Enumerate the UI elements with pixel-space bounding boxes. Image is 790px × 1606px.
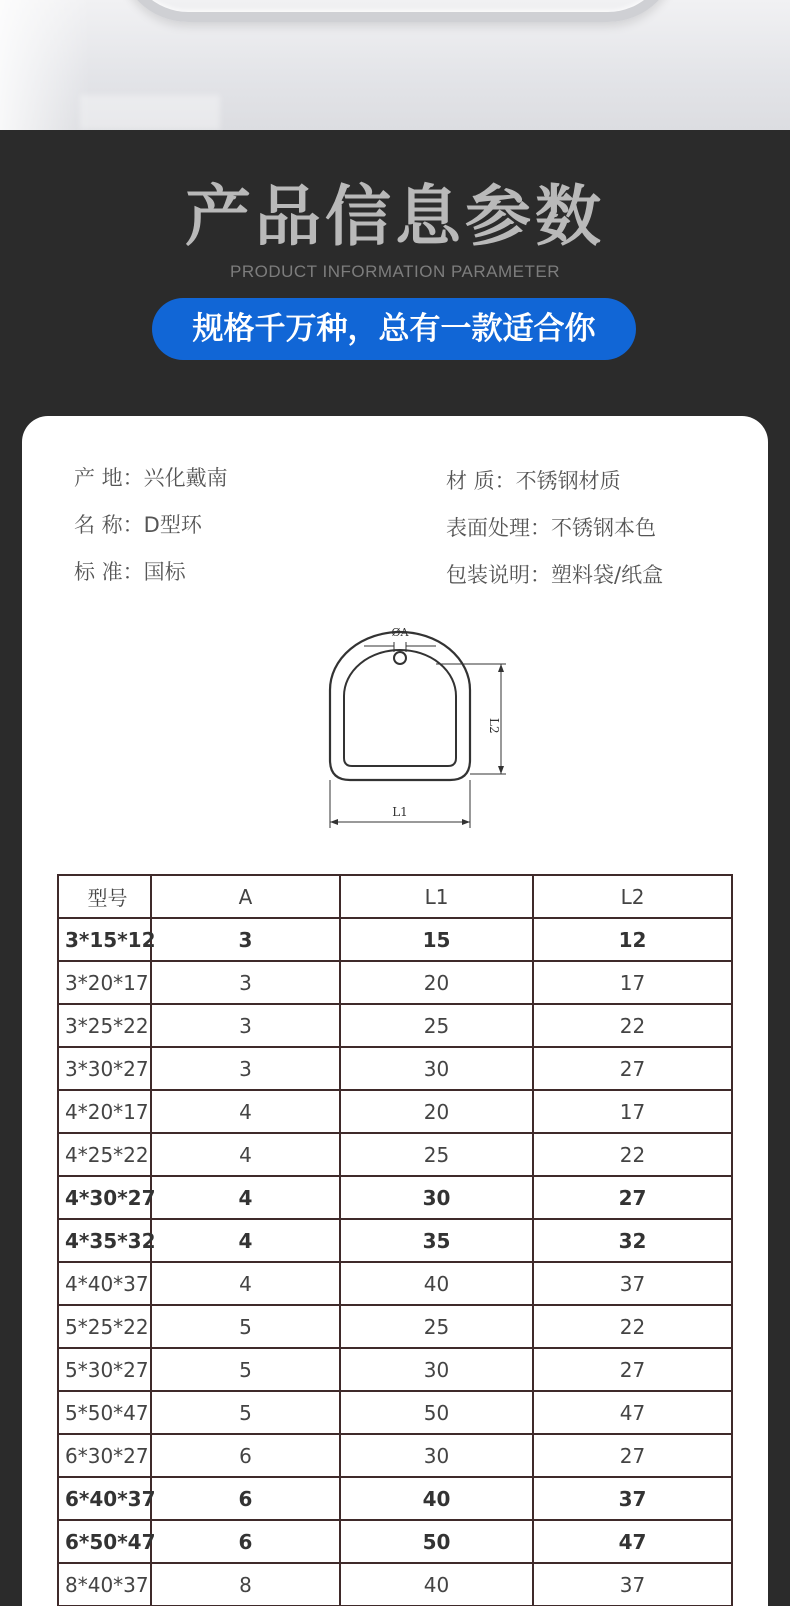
cell-l1: 35 — [340, 1219, 533, 1262]
table-header-row — [58, 875, 732, 918]
info-name: 名 称：D型环 — [74, 513, 202, 537]
table-row — [58, 918, 732, 961]
cell-model: 4*35*32 — [58, 1219, 151, 1262]
slogan-banner: 规格千万种，总有一款适合你 — [152, 298, 636, 360]
cell-l2: 47 — [533, 1520, 732, 1563]
cell-l1: 15 — [340, 918, 533, 961]
cell-l2: 27 — [533, 1176, 732, 1219]
cell-l2: 22 — [533, 1004, 732, 1047]
label-l1: L1 — [392, 805, 408, 819]
section-subtitle: PRODUCT INFORMATION PARAMETER — [230, 262, 560, 281]
cell-model: 3*30*27 — [58, 1047, 151, 1090]
product-photo-strip — [0, 0, 790, 130]
cell-model: 3*15*12 — [58, 918, 151, 961]
header-l1: L1 — [340, 875, 533, 918]
cell-a: 3 — [151, 961, 340, 1004]
cell-a: 3 — [151, 918, 340, 961]
info-origin: 产 地：兴化戴南 — [74, 466, 228, 490]
photo-reflection — [80, 95, 220, 130]
label-diameter-a: ØA — [391, 626, 409, 639]
cell-a: 6 — [151, 1477, 340, 1520]
cell-model: 8*40*37 — [58, 1563, 151, 1606]
cell-a: 6 — [151, 1434, 340, 1477]
cell-model: 3*20*17 — [58, 961, 151, 1004]
table-row — [58, 961, 732, 1004]
cell-model: 5*50*47 — [58, 1391, 151, 1434]
cell-l1: 50 — [340, 1520, 533, 1563]
cell-model: 4*20*17 — [58, 1090, 151, 1133]
cell-a: 5 — [151, 1391, 340, 1434]
wire-section-circle — [394, 652, 406, 664]
cell-model: 6*40*37 — [58, 1477, 151, 1520]
cell-model: 5*25*22 — [58, 1305, 151, 1348]
table-row — [58, 1133, 732, 1176]
cell-l1: 20 — [340, 1090, 533, 1133]
cell-l1: 40 — [340, 1563, 533, 1606]
table-row — [58, 1434, 732, 1477]
label-l2: L2 — [487, 718, 501, 734]
cell-a: 4 — [151, 1262, 340, 1305]
info-material: 材 质：不锈钢材质 — [446, 469, 621, 493]
cell-l1: 30 — [340, 1047, 533, 1090]
cell-a: 5 — [151, 1305, 340, 1348]
info-standard: 标 准：国标 — [74, 560, 186, 584]
cell-l1: 40 — [340, 1477, 533, 1520]
cell-a: 5 — [151, 1348, 340, 1391]
table-row — [58, 1047, 732, 1090]
cell-a: 3 — [151, 1004, 340, 1047]
info-surface: 表面处理：不锈钢本色 — [446, 516, 656, 540]
cell-l1: 25 — [340, 1133, 533, 1176]
cell-model: 5*30*27 — [58, 1348, 151, 1391]
cell-model: 4*40*37 — [58, 1262, 151, 1305]
header-model: 型号 — [58, 875, 151, 918]
cell-l2: 22 — [533, 1305, 732, 1348]
header-l2: L2 — [533, 875, 732, 918]
cell-a: 6 — [151, 1520, 340, 1563]
cell-l1: 40 — [340, 1262, 533, 1305]
cell-l2: 27 — [533, 1348, 732, 1391]
cell-l1: 50 — [340, 1391, 533, 1434]
cell-a: 4 — [151, 1219, 340, 1262]
cell-a: 4 — [151, 1176, 340, 1219]
cell-l2: 17 — [533, 1090, 732, 1133]
table-row — [58, 1004, 732, 1047]
cell-model: 6*50*47 — [58, 1520, 151, 1563]
cell-l1: 30 — [340, 1348, 533, 1391]
table-row — [58, 1391, 732, 1434]
cell-a: 3 — [151, 1047, 340, 1090]
cell-a: 4 — [151, 1090, 340, 1133]
cell-l2: 47 — [533, 1391, 732, 1434]
cell-l2: 27 — [533, 1047, 732, 1090]
table-row — [58, 1219, 732, 1262]
d-ring-dimension-diagram — [318, 616, 528, 838]
cell-l2: 27 — [533, 1434, 732, 1477]
cell-model: 6*30*27 — [58, 1434, 151, 1477]
info-packaging: 包装说明：塑料袋/纸盒 — [446, 563, 664, 587]
table-row — [58, 1305, 732, 1348]
table-row — [58, 1348, 732, 1391]
section-title: 产品信息参数 — [185, 178, 605, 255]
cell-l1: 25 — [340, 1004, 533, 1047]
cell-model: 4*30*27 — [58, 1176, 151, 1219]
cell-l1: 25 — [340, 1305, 533, 1348]
table-row — [58, 1520, 732, 1563]
cell-l1: 20 — [340, 961, 533, 1004]
table-row — [58, 1176, 732, 1219]
cell-model: 3*25*22 — [58, 1004, 151, 1047]
table-row — [58, 1477, 732, 1520]
cell-l2: 37 — [533, 1262, 732, 1305]
table-row — [58, 1262, 732, 1305]
d-ring-inner-outline — [344, 650, 456, 766]
cell-a: 8 — [151, 1563, 340, 1606]
cell-model: 4*25*22 — [58, 1133, 151, 1176]
header-a: A — [151, 875, 340, 918]
cell-l2: 17 — [533, 961, 732, 1004]
table-row — [58, 1563, 732, 1606]
cell-l2: 22 — [533, 1133, 732, 1176]
cell-l2: 37 — [533, 1563, 732, 1606]
d-ring-photo-edge — [118, 0, 678, 22]
cell-l2: 12 — [533, 918, 732, 961]
spec-table — [57, 874, 733, 1606]
table-row — [58, 1090, 732, 1133]
cell-l1: 30 — [340, 1434, 533, 1477]
cell-l2: 37 — [533, 1477, 732, 1520]
cell-l1: 30 — [340, 1176, 533, 1219]
cell-a: 4 — [151, 1133, 340, 1176]
cell-l2: 32 — [533, 1219, 732, 1262]
photo-highlight — [0, 0, 90, 130]
